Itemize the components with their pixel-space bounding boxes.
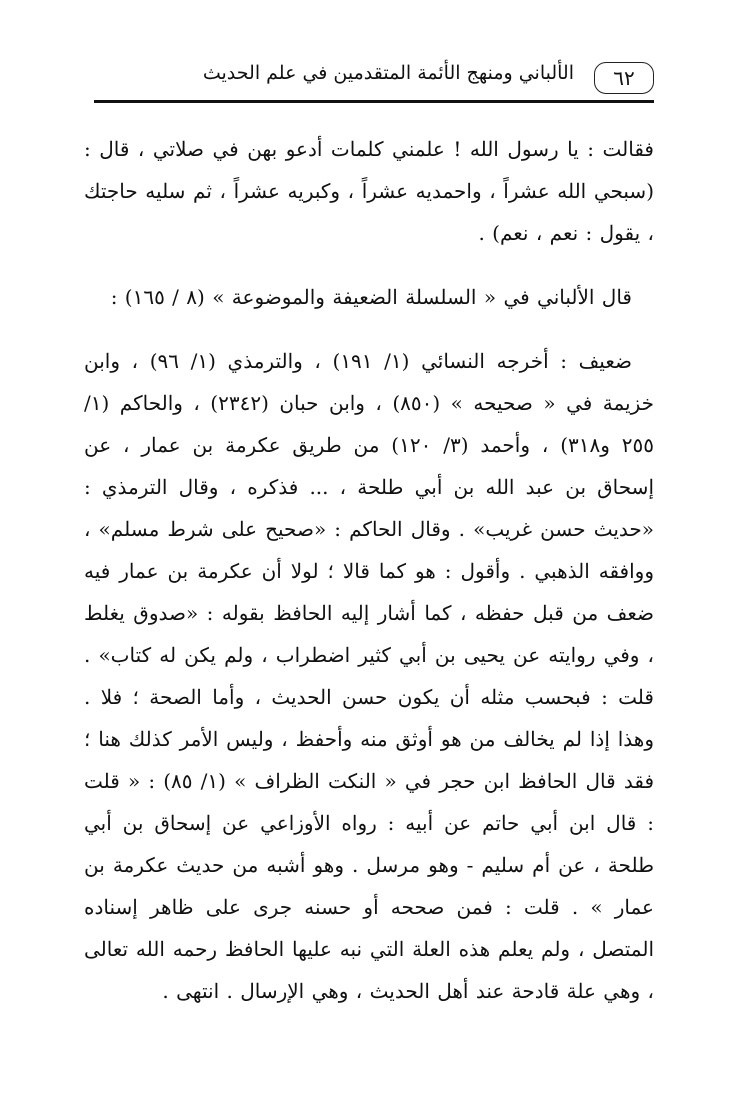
running-title: الألباني ومنهج الأئمة المتقدمين في علم الحديث xyxy=(202,62,574,84)
paragraph-albani-citation: قال الألباني في « السلسلة الضعيفة والموضوعة » (٨ / ١٦٥) : xyxy=(110,285,632,309)
page-number xyxy=(594,62,654,94)
paragraph-hadith-continuation: فقالت : يا رسول الله ! علمني كلمات أدعو بهن في صلاتي ، قال : (سبحي الله عشراً ، واحمديه عشراً ، وكبريه عشراً ، ثم سليه حاجتك ، يقول : نعم ، نعم) . xyxy=(84,137,654,245)
page-number-text: ٦٢ xyxy=(613,66,635,90)
paragraph-takhrij: ضعيف : أخرجه النسائي (١/ ١٩١) ، والترمذي (١/ ٩٦) ، وابن خزيمة في « صحيحه » (٨٥٠) ، وابن حبان (٢٣٤٢) ، والحاكم (١/ ٢٥٥ و٣١٨) ، وأحمد (٣/ ١٢٠) من طريق عكرمة بن عمار ، عن إسحاق بن عبد الله بن أبي طلحة ، ... فذكره ، وقال الترمذي : «حديث حسن غريب» . وقال الحاكم : «صحيح على شرط مسلم» ، ووافقه الذهبي . وأقول : هو كما قالا ؛ لولا أن عكرمة بن عمار فيه ضعف من قبل حفظه ، كما أشار إليه الحافظ بقوله : «صدوق يغلط ، وفي روايته عن يحيى بن أبي كثير اضطراب ، ولم يكن له كتاب» . قلت : فبحسب مثله أن يكون حسن الحديث ، وأما الصحة ؛ فلا . وهذا إذا لم يخالف من هو أوثق منه وأحفظ ، وليس الأمر كذلك هنا ؛ فقد قال الحافظ ابن حجر في « النكت الظراف » (١/ ٨٥) : « قلت : قال ابن أبي حاتم عن أبيه : رواه الأوزاعي عن إسحاق بن أبي طلحة ، عن أم سليم - وهو مرسل . وهو أشبه من حديث عكرمة بن عمار » . قلت : فمن صححه أو حسنه جرى على ظاهر إسناده المتصل ، ولم يعلم هذه العلة التي نبه عليها الحافظ رحمه الله تعالى ، وهي علة قادحة عند أهل الحديث ، وهي الإرسال . انتهى . xyxy=(84,349,655,1003)
body-text xyxy=(84,128,654,1012)
page-header xyxy=(94,56,654,102)
header-rule xyxy=(94,100,654,103)
